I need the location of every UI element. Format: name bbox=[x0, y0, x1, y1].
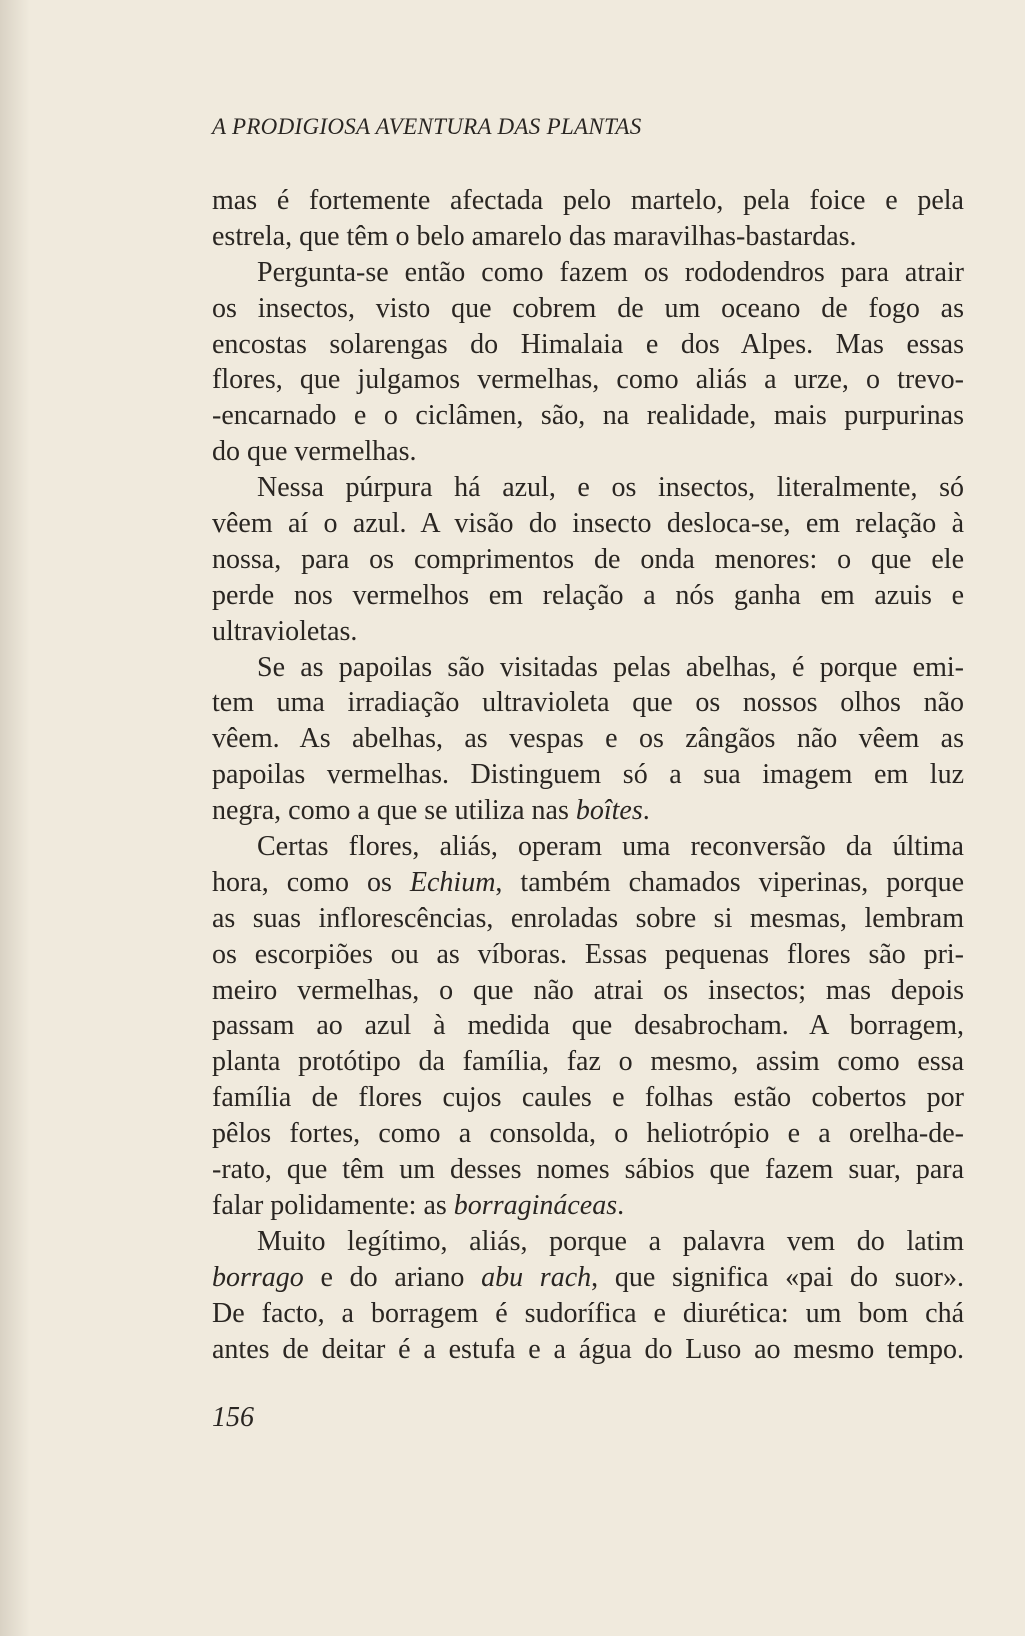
running-head: A PRODIGIOSA AVENTURA DAS PLANTAS bbox=[212, 114, 642, 139]
text-line bbox=[212, 398, 964, 434]
text-line bbox=[212, 327, 964, 363]
text-line bbox=[212, 1296, 964, 1332]
text-segment: hora, como os bbox=[212, 866, 410, 898]
text-line bbox=[212, 219, 964, 255]
text-segment: os escorpiões ou as víboras. Essas pequenas flores são pri- bbox=[212, 938, 964, 970]
text-segment: flores, que julgamos vermelhas, como aliás a urze, o trevo- bbox=[212, 364, 964, 396]
page-number: 156 bbox=[212, 1402, 254, 1433]
text-segment: , que significa «pai do suor». bbox=[591, 1261, 964, 1293]
text-segment: falar polidamente: as bbox=[212, 1189, 454, 1221]
text-segment: passam ao azul à medida que desabrocham. A borragem, bbox=[212, 1010, 964, 1042]
text-line bbox=[212, 829, 964, 865]
text-line bbox=[212, 721, 964, 757]
text-segment: Nessa púrpura há azul, e os insectos, literalmente, só bbox=[257, 472, 964, 504]
text-segment: -encarnado e o ciclâmen, são, na realidade, mais purpurinas bbox=[212, 400, 964, 432]
text-segment: do que vermelhas. bbox=[212, 436, 417, 468]
text-line bbox=[212, 901, 964, 937]
text-line bbox=[212, 793, 964, 829]
text-line bbox=[212, 1260, 964, 1296]
text-segment: negra, como a que se utiliza nas bbox=[212, 795, 576, 827]
text-line bbox=[212, 542, 964, 578]
text-segment: ultravioletas. bbox=[212, 615, 358, 647]
text-segment: as suas inflorescências, enroladas sobre si mesmas, lembram bbox=[212, 902, 964, 934]
text-line bbox=[212, 1008, 964, 1044]
text-segment: os insectos, visto que cobrem de um oceano de fogo as bbox=[212, 292, 964, 324]
text-segment: Pergunta-se então como fazem os rododendros para atrair bbox=[257, 256, 964, 288]
text-segment: e do ariano bbox=[303, 1261, 482, 1293]
italic-term: borragináceas bbox=[453, 1189, 618, 1221]
text-segment: nossa, para os comprimentos de onda menores: o que ele bbox=[212, 543, 964, 575]
text-segment: meiro vermelhas, o que não atrai os insectos; mas depois bbox=[212, 974, 964, 1006]
text-segment: antes de deitar é a estufa e a água do Luso ao mesmo tempo. bbox=[212, 1333, 964, 1365]
text-segment: . bbox=[617, 1189, 625, 1221]
text-line bbox=[212, 685, 964, 721]
text-line bbox=[212, 1332, 964, 1368]
text-segment: vêem. As abelhas, as vespas e os zângãos não vêem as bbox=[212, 723, 964, 755]
text-line bbox=[212, 650, 964, 686]
text-line bbox=[212, 1080, 964, 1116]
body-text bbox=[212, 183, 964, 1367]
text-line bbox=[212, 506, 964, 542]
italic-term: borrago bbox=[212, 1261, 304, 1293]
text-line bbox=[212, 1188, 964, 1224]
text-segment: tem uma irradiação ultravioleta que os nossos olhos não bbox=[212, 687, 964, 719]
text-segment: perde nos vermelhos em relação a nós ganha em azuis e bbox=[212, 579, 964, 611]
text-line bbox=[212, 578, 964, 614]
text-segment: -rato, que têm um desses nomes sábios que fazem suar, para bbox=[212, 1154, 964, 1186]
text-segment: estrela, que têm o belo amarelo das maravilhas-bastardas. bbox=[212, 220, 857, 252]
italic-term: boîtes bbox=[575, 795, 643, 827]
text-segment: , também chamados viperinas, porque bbox=[495, 866, 964, 898]
text-line bbox=[212, 614, 964, 650]
italic-term: abu rach bbox=[481, 1261, 592, 1293]
text-segment: papoilas vermelhas. Distinguem só a sua imagem em luz bbox=[212, 759, 964, 791]
text-segment: . bbox=[642, 795, 650, 827]
text-line bbox=[212, 470, 964, 506]
text-line bbox=[212, 757, 964, 793]
text-segment: família de flores cujos caules e folhas estão cobertos por bbox=[212, 1082, 964, 1114]
text-line bbox=[212, 973, 964, 1009]
text-line bbox=[212, 255, 964, 291]
text-line bbox=[212, 291, 964, 327]
text-segment: Muito legítimo, aliás, porque a palavra vem do latim bbox=[257, 1225, 964, 1257]
text-segment: encostas solarengas do Himalaia e dos Alpes. Mas essas bbox=[212, 328, 964, 360]
text-segment: vêem aí o azul. A visão do insecto desloca-se, em relação à bbox=[212, 508, 964, 540]
italic-term: Echium bbox=[409, 866, 496, 898]
text-line bbox=[212, 1224, 964, 1260]
text-line bbox=[212, 937, 964, 973]
text-line bbox=[212, 865, 964, 901]
text-line bbox=[212, 1044, 964, 1080]
page-edge-shadow bbox=[0, 0, 30, 1636]
text-segment: De facto, a borragem é sudorífica e diurética: um bom chá bbox=[212, 1297, 964, 1329]
text-segment: mas é fortemente afectada pelo martelo, pela foice e pela bbox=[212, 185, 964, 216]
text-line bbox=[212, 183, 964, 219]
text-segment: Certas flores, aliás, operam uma reconversão da última bbox=[257, 831, 964, 863]
text-line bbox=[212, 1116, 964, 1152]
text-line bbox=[212, 1152, 964, 1188]
text-segment: planta protótipo da família, faz o mesmo, assim como essa bbox=[212, 1046, 964, 1078]
text-segment: Se as papoilas são visitadas pelas abelhas, é porque emi- bbox=[257, 651, 964, 683]
text-line bbox=[212, 362, 964, 398]
text-line bbox=[212, 434, 964, 470]
text-segment: pêlos fortes, como a consolda, o heliotrópio e a orelha-de- bbox=[212, 1118, 964, 1150]
